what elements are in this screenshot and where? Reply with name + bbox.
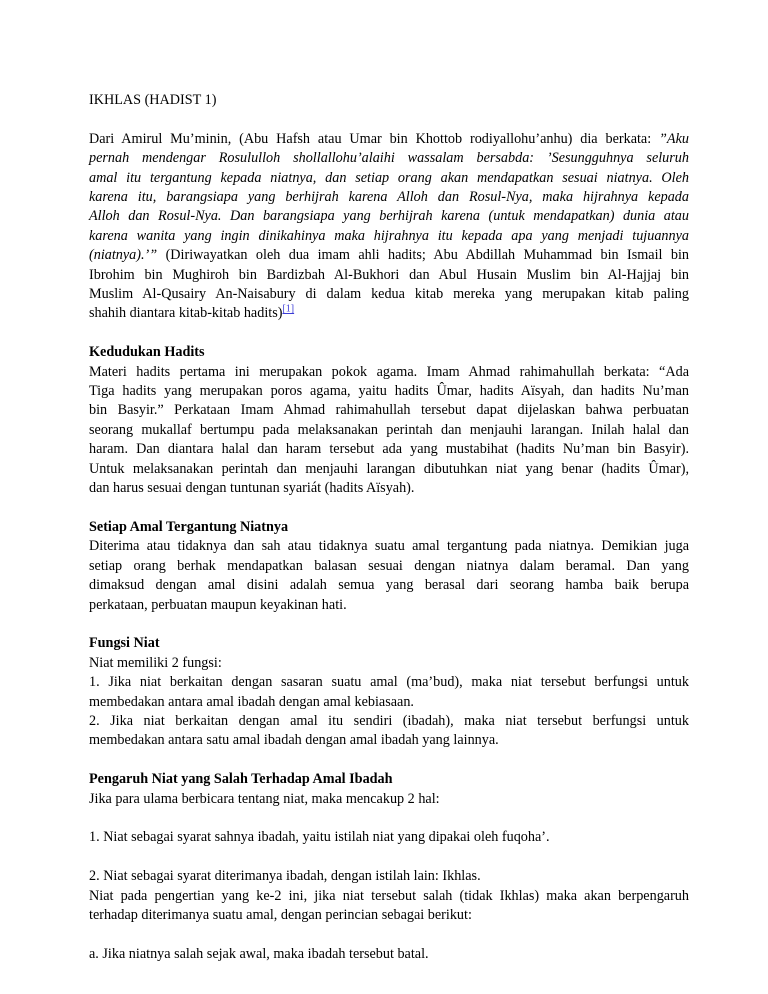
intro-line-1: Dari Amirul Mu’minin, (Abu Hafsh atau Umar bin Khottob rodiyallohu’anhu) dia berkata: ”Aku [89,130,689,147]
section-line: membedakan antara amal ibadah dengan amal kebiasaan. [89,693,414,710]
footnote-link[interactable]: [1] [282,303,295,315]
section-line: seorang mukallaf bertumpu pada melaksanakan perintah dan menjauhi larangan. Inilah halal dan [89,421,689,438]
section-heading: Fungsi Niat [89,635,160,652]
section-line: Niat pada pengertian yang ke-2 ini, jika niat tersebut salah (tidak Ikhlas) maka akan berpengaruh [89,887,689,904]
section-line: Jika para ulama berbicara tentang niat, maka mencakup 2 hal: [89,790,440,807]
section-line: Materi hadits pertama ini merupakan pokok agama. Imam Ahmad rahimahullah berkata: “Ada [89,363,689,380]
section-line: a. Jika niatnya salah sejak awal, maka ibadah tersebut batal. [89,945,429,962]
intro-line-4: karena itu, barangsiapa yang berhijrah karena Alloh dan Rosul-Nya, maka hijrahnya kepada [89,189,689,206]
section-heading: Pengaruh Niat yang Salah Terhadap Amal Ibadah [89,771,393,788]
section-line: dimaksud dengan amal disini adalah semua yang berasal dari seorang hamba baik berupa [89,577,689,594]
section-line: Untuk melaksanakan perintah dan menjauhi larangan dibutuhkan niat yang benar (hadits Ûmar), [89,460,689,477]
intro-line-5: Alloh dan Rosul-Nya. Dan barangsiapa yang berhijrah karena (untuk mendapatkan) dunia atau [89,208,689,225]
intro-line-9: Muslim Al-Qusairy An-Naisabury di dalam kedua kitab mereka yang merupakan kitab paling [89,286,689,303]
section-line: Diterima atau tidaknya dan sah atau tidaknya suatu amal tergantung pada niatnya. Demikian juga [89,538,689,555]
section-line: setiap orang berhak mendapatkan balasan sesuai dengan niatnya dalam beramal. Dan yang [89,557,689,574]
section-line: Tiga hadits yang merupakan poros agama, yaitu hadits Ûmar, hadits Aïsyah, dan hadits Nu’man [89,383,689,400]
intro-line-2: pernah mendengar Rosululloh shollallohu’alaihi wassalam bersabda: ’Sesungguhnya seluruh [89,150,689,167]
section-heading: Kedudukan Hadits [89,344,205,361]
intro-line-7: (niatnya).’” (Diriwayatkan oleh dua imam ahli hadits; Abu Abdillah Muhammad bin Ismail bin [89,247,689,264]
section-line: perkataan, perbuatan maupun keyakinan hati. [89,596,347,613]
intro-line-8: Ibrohim bin Mughiroh bin Bardizbah Al-Bukhori dan Abul Husain Muslim bin Al-Hajjaj bin [89,266,689,283]
intro-line-6: karena wanita yang ingin dinikahinya maka hijrahnya itu kepada apa yang menjadi tujuannya [89,227,689,244]
section-pengaruh-niat [89,770,689,964]
section-line: 1. Jika niat berkaitan dengan sasaran suatu amal (ma’bud), maka niat tersebut berfungsi untuk [89,674,689,691]
section-line: dan harus sesuai dengan tuntunan syariát (hadits Aïsyah). [89,480,415,497]
document-page [89,91,689,964]
section-line: membedakan antara satu amal ibadah dengan amal ibadah yang lainnya. [89,732,499,749]
section-line: 2. Jika niat berkaitan dengan amal itu sendiri (ibadah), maka niat tersebut berfungsi untuk [89,712,689,729]
section-line: bin Basyir.” Perkataan Imam Ahmad rahimahullah tersebut dapat dijelaskan bahwa perbuatan [89,402,689,419]
section-line: haram. Dan diantara halal dan haram tersebut ada yang mustabihat (hadits Nu’man bin Basyir). [89,441,689,458]
section-line: terhadap diterimanya suatu amal, dengan perincian sebagai berikut: [89,906,472,923]
section-setiap-amal [89,518,689,615]
intro-line-10: shahih diantara kitab-kitab hadits)[1] [89,303,295,322]
section-line: Niat memiliki 2 fungsi: [89,654,222,671]
section-kedudukan-hadits [89,343,689,498]
section-line: 2. Niat sebagai syarat diterimanya ibadah, dengan istilah lain: Ikhlas. [89,868,481,885]
intro-line-3: amal itu tergantung kepada niatnya, dan setiap orang akan mendapatkan sesuai niatnya. Oleh [89,169,689,186]
intro-paragraph [89,130,689,324]
document-title: IKHLAS (HADIST 1) [89,92,217,108]
section-line: 1. Niat sebagai syarat sahnya ibadah, yaitu istilah niat yang dipakai oleh fuqoha’. [89,829,550,846]
section-heading: Setiap Amal Tergantung Niatnya [89,518,289,535]
section-fungsi-niat [89,634,689,750]
